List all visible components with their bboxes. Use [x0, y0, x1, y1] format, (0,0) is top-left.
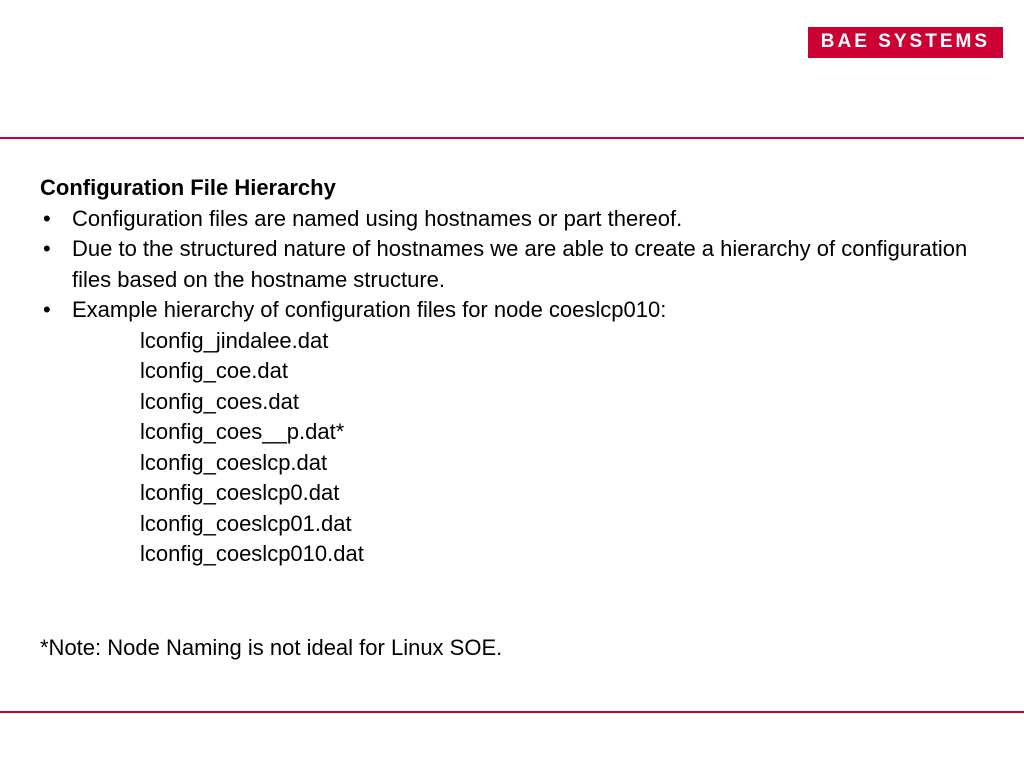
bullet-marker: •	[43, 205, 51, 231]
note-text: *Note: Node Naming is not ideal for Linux SOE.	[40, 634, 503, 660]
bullet-text: Due to the structured nature of hostnames we are able to create a hierarchy of configuration files based on the hostname structure.	[72, 236, 968, 292]
bullet-text: Configuration files are named using hostnames or part thereof.	[72, 205, 683, 231]
file-item: lconfig_coeslcp01.dat	[140, 510, 352, 536]
bottom-rule	[0, 711, 1024, 713]
slide-title: Configuration File Hierarchy	[40, 175, 336, 200]
file-item: lconfig_coeslcp.dat	[140, 449, 328, 475]
bullet-item	[40, 204, 982, 235]
bae-systems-logo: BAE SYSTEMS	[808, 27, 1003, 58]
file-item: lconfig_coes__p.dat*	[140, 419, 345, 444]
file-item: lconfig_coeslcp010.dat	[140, 541, 364, 566]
bullet-text: Example hierarchy of configuration files for node coeslcp010:	[72, 297, 667, 322]
slide-content	[40, 173, 982, 663]
file-item: lconfig_jindalee.dat	[140, 327, 329, 353]
bullet-marker: •	[43, 236, 51, 261]
bullet-item	[40, 295, 982, 326]
top-rule	[0, 137, 1024, 139]
config-file-list	[140, 326, 982, 570]
bullet-item	[40, 234, 982, 295]
bullet-marker: •	[43, 297, 51, 322]
file-item: lconfig_coe.dat	[140, 358, 288, 383]
file-item: lconfig_coeslcp0.dat	[140, 480, 340, 505]
file-item: lconfig_coes.dat	[140, 388, 299, 414]
